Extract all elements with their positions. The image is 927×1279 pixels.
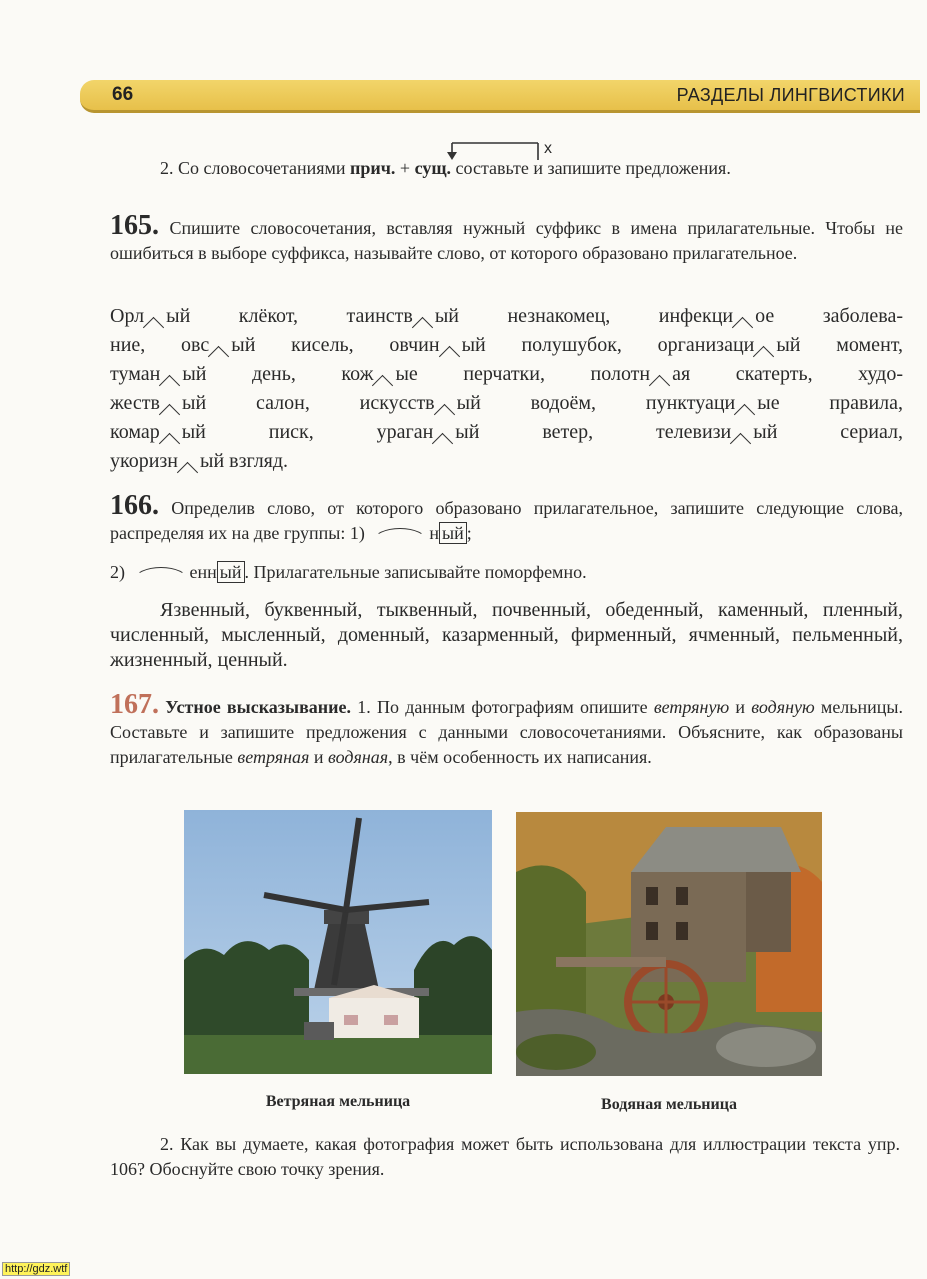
- exercise-166-number: 166.: [110, 490, 159, 521]
- exercise-165-line: [110, 418, 903, 447]
- exercise-167-instruction: 167. Устное высказывание. 1. По данным фотографиям опишите ветряную и водяную мельницы. Составьте и запишите предложения с данными словосочетаниями. Объясните, как образованы прилагательные ветряная и водяная, в чём особенность их написания.: [110, 689, 903, 767]
- word-fragment: ые правила,: [757, 392, 904, 414]
- word-fragment: ние, овс: [110, 334, 210, 356]
- exercise-166-instruction: 166. Определив слово, от которого образовано прилагательное, запишите следующие слова, распределяя их на две группы: 1) н ый ;: [110, 490, 904, 543]
- word-fragment: жеств: [110, 392, 160, 414]
- word-fragment: ый писк, ураган: [181, 421, 434, 443]
- group2-ending: ый: [217, 561, 245, 583]
- word-fragment: ые перчатки, полотн: [395, 363, 651, 385]
- word-fragment: ый полушубок, организаци: [461, 334, 755, 356]
- watermark: http://gdz.wtf: [2, 1262, 70, 1276]
- group1-suffix: н: [429, 523, 439, 543]
- exercise-165-instruction: 165. Спишите словосочетания, вставляя нужный суффикс в имена прилагательные. Чтобы не ошибиться в выборе суффикса, называйте слово, от которого образовано прилагательное.: [110, 210, 904, 263]
- exercise-165-line: [110, 302, 903, 331]
- word-fragment: ый момент,: [776, 334, 904, 356]
- exercise-165-line: [110, 360, 903, 389]
- section-title: РАЗДЕЛЫ ЛИНГВИСТИКИ: [676, 85, 905, 105]
- word-fragment: туман: [110, 363, 161, 385]
- exercise-165-words: [110, 302, 903, 476]
- word-fragment: комар: [110, 421, 160, 443]
- group1-ending: ый: [439, 522, 467, 544]
- word-fragment: ый сериал,: [753, 421, 904, 443]
- task2-top-paragraph: 2. Со словосочетаниями прич. + сущ. составьте и запишите предложения.: [160, 158, 731, 178]
- exercise-165-number: 165.: [110, 210, 159, 241]
- windmill-photo: [184, 810, 492, 1074]
- word-fragment: ое заболева-: [755, 305, 903, 327]
- word-fragment: ый салон, искусств: [182, 392, 435, 414]
- exercise-165-line: [110, 389, 903, 418]
- word-fragment: ый взгляд.: [200, 450, 289, 472]
- word-fragment: ый водоём, пунктуаци: [456, 392, 736, 414]
- watermill-caption: Водяная мельница: [601, 1096, 737, 1113]
- exercise-165-line: [110, 447, 903, 476]
- x-mark: x: [544, 140, 552, 157]
- exercise-166-group2: 2) енн ый . Прилагательные записывайте поморфемно.: [110, 562, 587, 582]
- word-fragment: ый день, кож: [182, 363, 374, 385]
- word-fragment: укоризн: [110, 450, 179, 472]
- root-arc-icon-2: [130, 567, 190, 581]
- word-fragment: ый клёкот, таинств: [166, 305, 413, 327]
- root-arc-icon: [369, 528, 429, 542]
- exercise-167-number: 167.: [110, 689, 159, 720]
- word-fragment: ая скатерть, худо-: [672, 363, 903, 385]
- word-fragment: ый кисель, овчин: [231, 334, 440, 356]
- watermill-photo: [516, 812, 822, 1076]
- exercise-165-line: [110, 331, 903, 360]
- word-fragment: Орл: [110, 305, 145, 327]
- group2-suffix: енн: [189, 562, 217, 582]
- page-number: 66: [112, 84, 134, 105]
- windmill-caption: Ветряная мельница: [265, 1093, 411, 1110]
- exercise-166-words: Язвенный, буквенный, тыквенный, почвенный, обеденный, каменный, пленный, численный, мысленный, доменный, казарменный, фирменный, ячменный, пельменный, жизненный, ценный.: [110, 599, 903, 671]
- exercise-167-question-2: 2. Как вы думаете, какая фотография может быть использована для иллюстрации текста упр. 106? Обоснуйте свою точку зрения.: [110, 1134, 900, 1179]
- word-fragment: ый ветер, телевизи: [455, 421, 732, 443]
- word-fragment: ый незнакомец, инфекци: [434, 305, 734, 327]
